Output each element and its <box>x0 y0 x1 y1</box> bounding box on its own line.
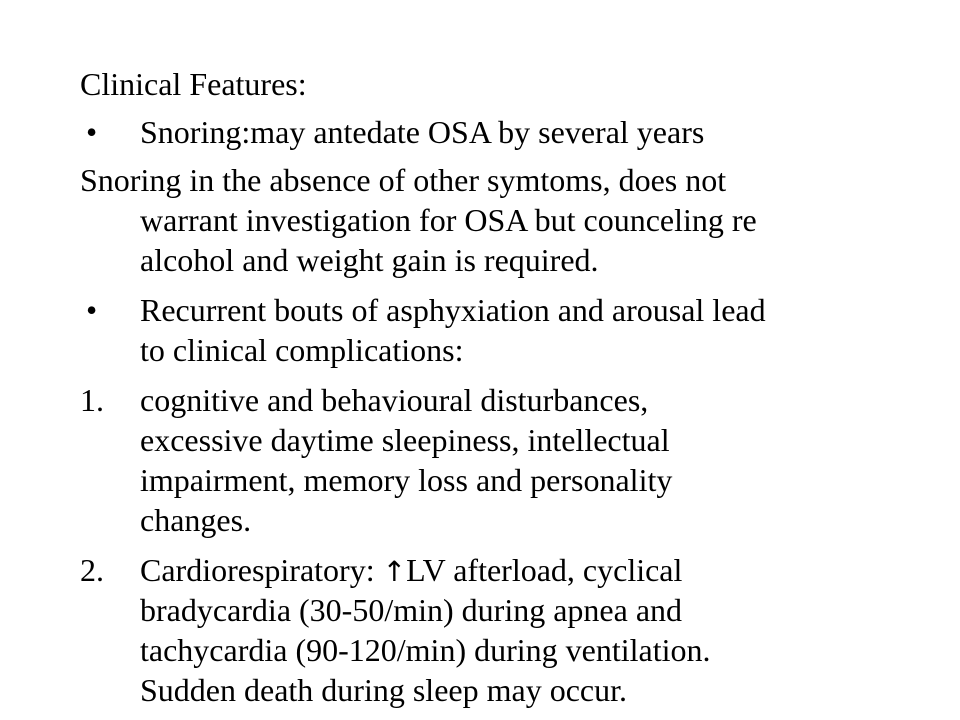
complication-2-line-3: tachycardia (90-120/min) during ventilation. <box>140 632 711 668</box>
snoring-note-line-1: Snoring in the absence of other symtoms, does not <box>80 162 727 198</box>
complication-1-line-4: changes. <box>140 502 252 538</box>
bullet-snoring-text: Snoring:may antedate OSA by several years <box>140 114 705 150</box>
complication-1-line-2: excessive daytime sleepiness, intellectual <box>140 422 670 458</box>
complication-1-line-3: impairment, memory loss and personality <box>140 462 673 498</box>
complication-2-line-1 <box>140 552 682 590</box>
complication-1-line-1: cognitive and behavioural disturbances, <box>140 382 649 418</box>
complication-1-number: 1. <box>80 382 104 418</box>
heading: Clinical Features: <box>80 66 307 102</box>
complication-2-line-4: Sudden death during sleep may occur. <box>140 672 627 708</box>
complication-2-number: 2. <box>80 552 104 588</box>
complication-2-lead: Cardiorespiratory: <box>140 552 383 588</box>
bullet-snoring-marker: • <box>86 114 98 150</box>
bullet-recurrent-line-2: to clinical complications: <box>140 332 464 368</box>
bullet-recurrent-marker: • <box>86 292 98 328</box>
complication-2-line-2: bradycardia (30-50/min) during apnea and <box>140 592 683 628</box>
snoring-note-line-2: warrant investigation for OSA but counceling re <box>140 202 757 238</box>
complication-2-first-line-rest: LV afterload, cyclical <box>406 552 683 588</box>
bullet-recurrent-line-1: Recurrent bouts of asphyxiation and arousal lead <box>140 292 766 328</box>
snoring-note-line-3: alcohol and weight gain is required. <box>140 242 599 278</box>
up-arrow-icon: ↑ <box>382 555 407 588</box>
